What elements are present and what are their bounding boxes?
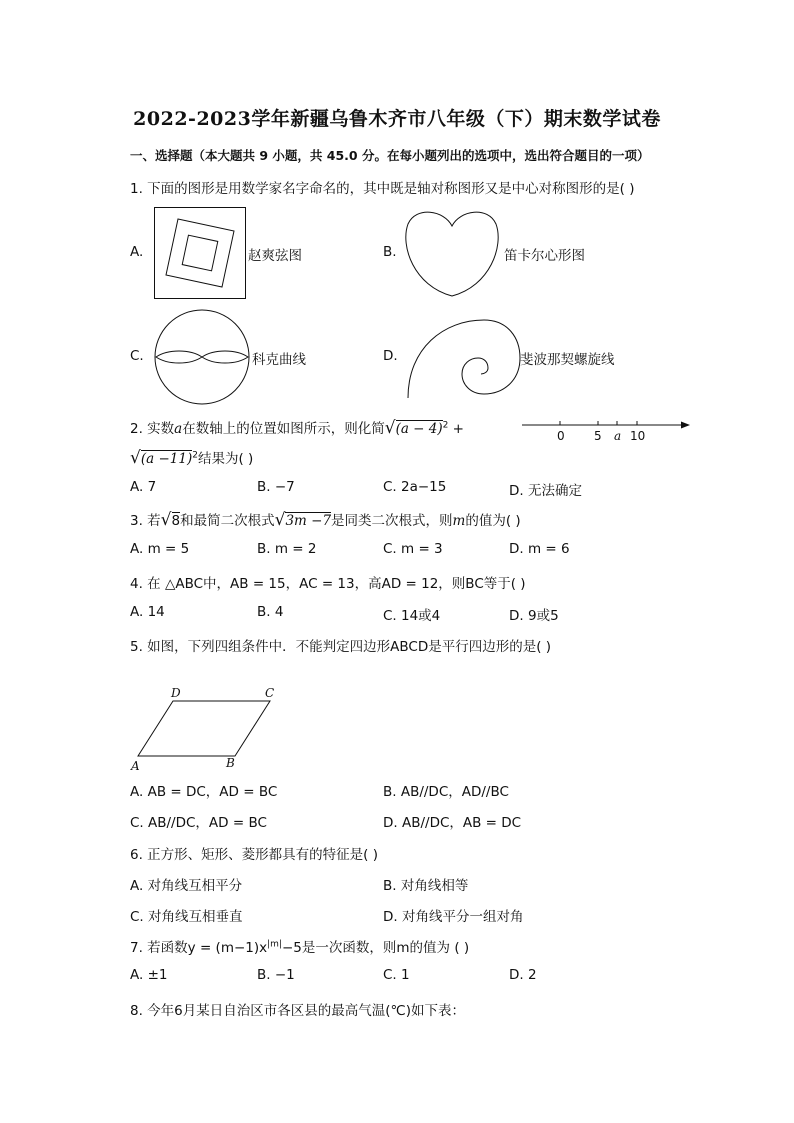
q1-option-a-label: 赵爽弦图 bbox=[248, 248, 302, 264]
q7-option-a[interactable]: A. ±1 bbox=[130, 967, 168, 983]
q2-option-c[interactable]: C. 2a−15 bbox=[383, 479, 447, 495]
q2-exp-1: 2 bbox=[442, 420, 449, 431]
axis-tick-0: 0 bbox=[557, 429, 565, 443]
q6-option-b[interactable]: B. 对角线相等 bbox=[383, 878, 469, 894]
q7-option-d[interactable]: D. 2 bbox=[509, 967, 537, 983]
q5-option-d[interactable]: D. AB//DC，AB = DC bbox=[383, 815, 522, 831]
q5-option-b[interactable]: B. AB//DC，AD//BC bbox=[383, 784, 509, 800]
fibonacci-spiral-figure bbox=[404, 318, 520, 398]
axis-tick-10: 10 bbox=[630, 429, 646, 443]
q8-stem: 8. 今年6月某日自治区市各区县的最高气温(℃)如下表： bbox=[130, 1003, 465, 1019]
q1-option-c-label: 科克曲线 bbox=[252, 352, 306, 368]
q1-stem: 1. 下面的图形是用数学家名字命名的，其中既是轴对称图形又是中心对称图形的是( ) bbox=[130, 181, 635, 197]
q2-stem-line1 bbox=[130, 417, 464, 438]
q3-stem-d: 的值为( ) bbox=[465, 513, 521, 529]
q3-stem-b: 和最简二次根式 bbox=[180, 513, 275, 529]
q3-stem-c: 是同类二次根式，则 bbox=[331, 513, 453, 529]
cardioid-figure bbox=[404, 206, 500, 298]
vertex-label-b: B bbox=[226, 756, 235, 770]
q2-exp-2: 2 bbox=[192, 450, 198, 461]
q4-option-a[interactable]: A. 14 bbox=[130, 604, 165, 620]
q5-option-a[interactable]: A. AB = DC，AD = BC bbox=[130, 784, 278, 800]
q1-option-d-label: 斐波那契螺旋线 bbox=[520, 352, 615, 368]
vertex-label-d: D bbox=[171, 686, 181, 700]
q2-var-a: a bbox=[174, 421, 183, 437]
parallelogram-figure bbox=[130, 685, 280, 775]
q6-option-a[interactable]: A. 对角线互相平分 bbox=[130, 878, 243, 894]
axis-tick-a: a bbox=[614, 429, 622, 443]
q6-stem: 6. 正方形、矩形、菱形都具有的特征是( ) bbox=[130, 847, 378, 863]
vertex-label-c: C bbox=[265, 686, 275, 700]
q3-stem-a: 3. 若 bbox=[130, 513, 161, 529]
q1-option-b-label: 笛卡尔心形图 bbox=[504, 248, 585, 264]
q5-option-c[interactable]: C. AB//DC，AD = BC bbox=[130, 815, 267, 831]
q7-stem bbox=[130, 936, 469, 956]
q3-option-d[interactable]: D. m = 6 bbox=[509, 541, 570, 557]
section-heading: 一、选择题（本大题共 9 小题，共 45.0 分。在每小题列出的选项中，选出符合题目的一项） bbox=[130, 148, 650, 163]
q1-option-b-letter[interactable]: B. bbox=[383, 244, 397, 260]
q2-radical-1: √ bbox=[384, 418, 396, 438]
q6-option-d[interactable]: D. 对角线平分一组对角 bbox=[383, 909, 524, 925]
q3-stem bbox=[130, 509, 521, 530]
q1-option-c-letter[interactable]: C. bbox=[130, 348, 144, 364]
q2-stem-b: 在数轴上的位置如图所示，则化简 bbox=[182, 421, 385, 437]
page-title: 2022-2023学年新疆乌鲁木齐市八年级（下）期末数学试卷 bbox=[133, 108, 661, 130]
q4-option-c[interactable]: C. 14或4 bbox=[383, 608, 441, 624]
q2-plus: + bbox=[448, 421, 464, 437]
q2-stem-line2 bbox=[130, 447, 253, 468]
q7-exponent: |m| bbox=[267, 939, 282, 950]
q7-option-c[interactable]: C. 1 bbox=[383, 967, 410, 983]
q2-option-b[interactable]: B. −7 bbox=[257, 479, 295, 495]
q7-stem-a: 7. 若函数y = (m−1)x bbox=[130, 940, 268, 956]
number-line bbox=[520, 418, 692, 446]
q3-radical-2: √ bbox=[274, 510, 286, 530]
q4-option-b[interactable]: B. 4 bbox=[257, 604, 284, 620]
q2-radical-2: √ bbox=[130, 448, 141, 468]
q3-radicand-2: 3m −7 bbox=[285, 513, 332, 529]
q4-stem: 4. 在 △ABC中，AB = 15，AC = 13，高AD = 12，则BC等于( ) bbox=[130, 576, 526, 592]
q2-stem-c: 结果为( ) bbox=[197, 451, 254, 467]
q2-stem-a: 2. 实数 bbox=[130, 421, 175, 437]
q6-option-c[interactable]: C. 对角线互相垂直 bbox=[130, 909, 243, 925]
q1-option-a-letter[interactable]: A. bbox=[130, 244, 144, 260]
q3-var: m bbox=[452, 513, 466, 529]
q5-stem: 5. 如图，下列四组条件中．不能判定四边形ABCD是平行四边形的是( ) bbox=[130, 639, 552, 655]
q2-option-d[interactable]: D. 无法确定 bbox=[509, 483, 582, 499]
q3-radical-1: √ bbox=[160, 510, 172, 530]
q2-radicand-2: (a −11) bbox=[140, 451, 193, 467]
q2-option-a[interactable]: A. 7 bbox=[130, 479, 157, 495]
q3-option-b[interactable]: B. m = 2 bbox=[257, 541, 317, 557]
q3-radicand-1: 8 bbox=[171, 513, 181, 529]
koch-curve-figure bbox=[154, 309, 250, 405]
q7-stem-b: −5是一次函数，则m的值为 ( ) bbox=[281, 940, 470, 956]
vertex-label-a: A bbox=[131, 759, 140, 773]
zhao-shuang-figure bbox=[154, 207, 246, 299]
q3-option-a[interactable]: A. m = 5 bbox=[130, 541, 190, 557]
axis-tick-5: 5 bbox=[594, 429, 602, 443]
q1-option-d-letter[interactable]: D. bbox=[383, 348, 398, 364]
q2-radicand-1: (a − 4) bbox=[395, 421, 443, 437]
q4-option-d[interactable]: D. 9或5 bbox=[509, 608, 559, 624]
q7-option-b[interactable]: B. −1 bbox=[257, 967, 295, 983]
q3-option-c[interactable]: C. m = 3 bbox=[383, 541, 443, 557]
